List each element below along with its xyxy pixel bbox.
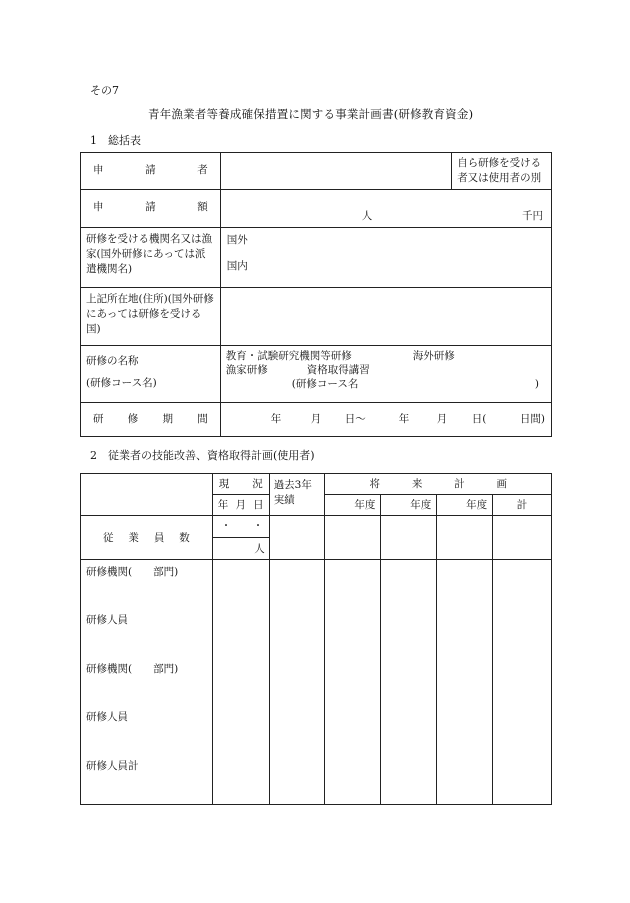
form-title: 青年漁業者等養成確保措置に関する事業計画書(研修教育資金) bbox=[148, 107, 474, 121]
corner-cell bbox=[81, 474, 213, 516]
row-labels-cell bbox=[81, 560, 213, 805]
section2-heading: 2 従業者の技能改善、資格取得計画(使用者) bbox=[90, 449, 315, 462]
row-label-institution-1: 研修機関( 部門) bbox=[86, 566, 179, 578]
body-y3[interactable] bbox=[437, 560, 493, 805]
year2-header: 年度 bbox=[381, 495, 437, 516]
body-current[interactable] bbox=[212, 560, 269, 805]
employees-y3[interactable] bbox=[437, 516, 493, 560]
course-paren-open: (研修コース名 bbox=[291, 378, 359, 390]
address-field[interactable] bbox=[220, 288, 551, 346]
body-total[interactable] bbox=[493, 560, 552, 805]
option-overseas: 海外研修 bbox=[412, 350, 455, 362]
body-y1[interactable] bbox=[325, 560, 381, 805]
people-unit: 人 bbox=[361, 210, 373, 222]
body-past[interactable] bbox=[269, 560, 325, 805]
future-plan-header: 将 来 計 画 bbox=[325, 474, 552, 495]
past-results-header: 過去3年実績 bbox=[269, 474, 325, 516]
total-header: 計 bbox=[493, 495, 552, 516]
row-label-trainees-total: 研修人員計 bbox=[86, 760, 139, 772]
option-fisher-family: 漁家研修 bbox=[225, 364, 268, 376]
amount-label-cell: 申 請 額 bbox=[81, 190, 221, 228]
course-label: (研修コース名) bbox=[86, 377, 157, 389]
period-label-cell: 研 修 期 間 bbox=[81, 403, 221, 437]
yen-unit: 千円 bbox=[522, 210, 543, 222]
course-paren-close: ) bbox=[534, 378, 539, 390]
amount-field[interactable] bbox=[220, 190, 551, 228]
year1-header: 年度 bbox=[325, 495, 381, 516]
current-status-header: 現 況 bbox=[212, 474, 269, 495]
domestic-label: 国内 bbox=[226, 260, 248, 272]
option-qualification: 資格取得講習 bbox=[306, 364, 370, 376]
option-education: 教育・試験研究機関等研修 bbox=[225, 350, 352, 362]
row-label-institution-2: 研修機関( 部門) bbox=[86, 663, 179, 675]
employees-current-cell[interactable]: ・ ・ 人 bbox=[212, 516, 269, 560]
institution-field[interactable] bbox=[220, 228, 551, 288]
training-name-label: 研修の名称 bbox=[86, 355, 139, 367]
employees-total[interactable] bbox=[493, 516, 552, 560]
year3-header: 年度 bbox=[437, 495, 493, 516]
row-label-trainees-1: 研修人員 bbox=[86, 614, 128, 626]
address-label: 上記所在地(住所)(国外研修にあっては研修を受ける国) bbox=[81, 288, 221, 346]
date-header: 年 月 日 bbox=[212, 495, 269, 516]
period-field[interactable]: 年 月 日～ 年 月 日( 日間) bbox=[220, 403, 551, 437]
training-options-field[interactable] bbox=[220, 346, 551, 403]
employees-y1[interactable] bbox=[325, 516, 381, 560]
institution-label: 研修を受ける機関名又は漁家(国外研修にあっては派遣機関名) bbox=[81, 228, 221, 288]
overseas-label: 国外 bbox=[226, 234, 248, 246]
training-name-label-cell bbox=[81, 346, 221, 403]
applicant-label-cell: 申 請 者 bbox=[81, 153, 221, 190]
employees-label: 従 業 員 数 bbox=[81, 516, 213, 560]
skills-plan-table bbox=[80, 473, 552, 805]
self-study-label: 自ら研修を受ける者又は使用者の別 bbox=[452, 153, 552, 190]
employees-y2[interactable] bbox=[381, 516, 437, 560]
applicant-field[interactable] bbox=[220, 153, 451, 190]
employees-past[interactable] bbox=[269, 516, 325, 560]
body-y2[interactable] bbox=[381, 560, 437, 805]
section1-heading: 1 総括表 bbox=[90, 134, 141, 147]
form-number: その7 bbox=[90, 84, 119, 97]
summary-table bbox=[80, 152, 552, 437]
row-label-trainees-2: 研修人員 bbox=[86, 711, 128, 723]
